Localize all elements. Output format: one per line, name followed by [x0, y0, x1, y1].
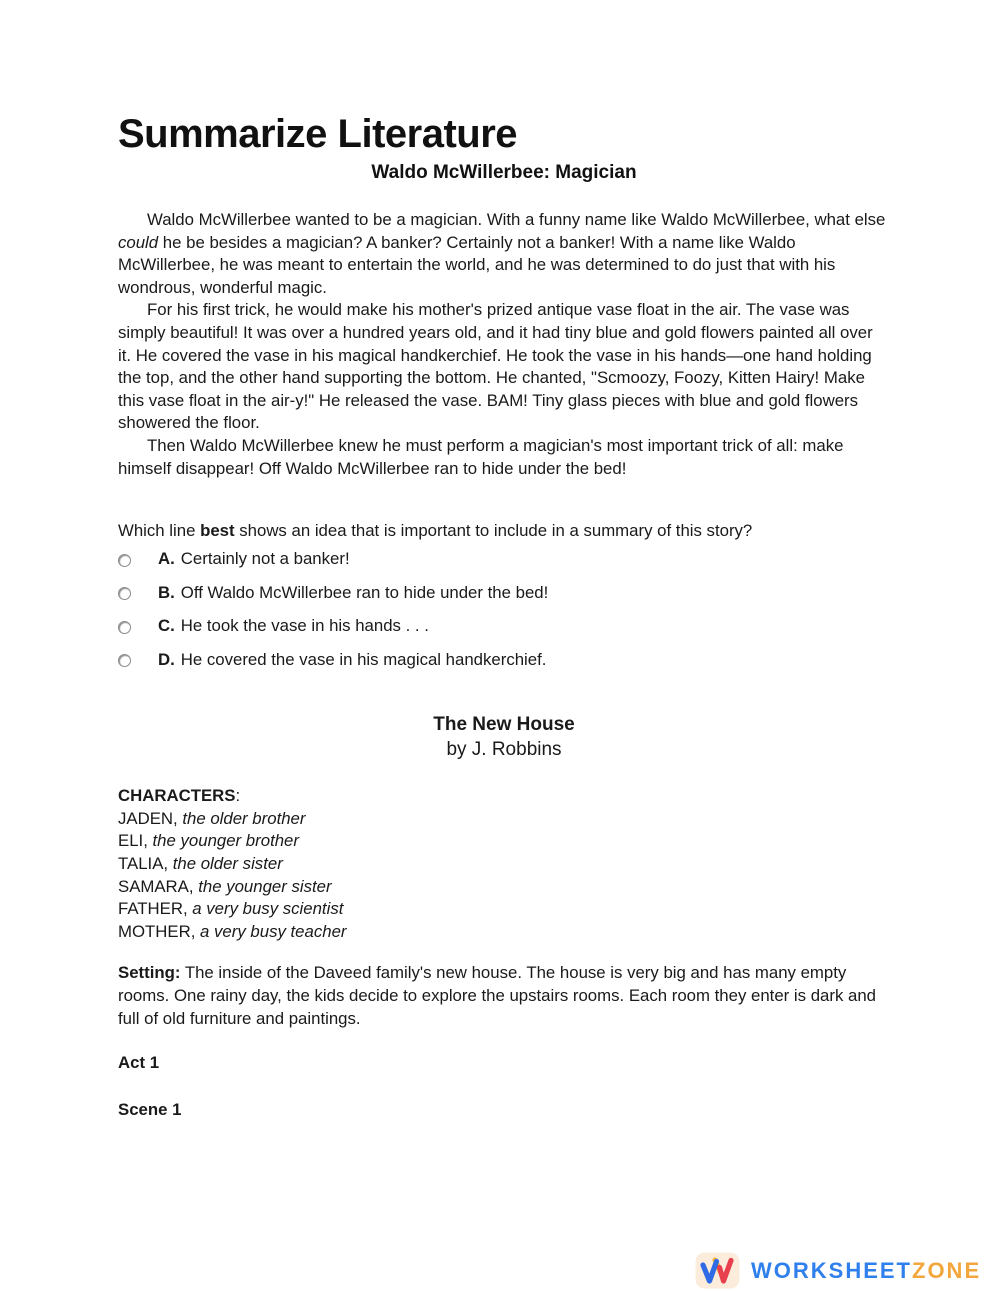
option-letter: C.	[158, 616, 175, 636]
question-bold-word: best	[200, 521, 235, 541]
character-name: TALIA,	[118, 854, 173, 874]
character-entry	[118, 921, 890, 944]
answer-option-b[interactable]	[118, 576, 890, 609]
paragraph-text: Waldo McWillerbee wanted to be a magician. With a funny name like Waldo McWillerbee, what else	[147, 210, 886, 229]
italic-word: could	[118, 232, 159, 252]
brand-name	[751, 1258, 981, 1284]
option-letter: B.	[158, 582, 175, 602]
worksheetzone-logo-icon	[695, 1252, 740, 1289]
option-text: Off Waldo McWillerbee ran to hide under the bed!	[180, 582, 549, 602]
character-name: JADEN,	[118, 808, 183, 828]
character-description: the older sister	[172, 854, 283, 874]
character-name: SAMARA,	[118, 876, 199, 896]
radio-button-d[interactable]	[118, 654, 131, 667]
character-description: the younger sister	[198, 876, 332, 896]
act-heading: Act 1	[118, 1053, 160, 1073]
story-paragraph-3: Then Waldo McWillerbee knew he must perform a magician's most important trick of all: make himself disappear! Off Waldo McWillerbee ran to hide under the bed!	[118, 435, 844, 478]
question-text	[118, 520, 890, 543]
answer-option-a[interactable]	[118, 543, 890, 576]
radio-button-b[interactable]	[118, 587, 131, 600]
characters-label: CHARACTERS	[118, 786, 236, 806]
question-prefix: Which line	[118, 521, 201, 541]
character-name: FATHER,	[118, 899, 193, 919]
character-description: the older brother	[182, 808, 306, 828]
play-title: The New House	[433, 714, 575, 736]
character-description: a very busy teacher	[200, 921, 347, 941]
answer-options	[118, 543, 890, 677]
answer-option-c[interactable]	[118, 610, 890, 643]
question-suffix: shows an idea that is important to include in a summary of this story?	[234, 521, 753, 541]
radio-button-a[interactable]	[118, 554, 131, 567]
character-name: MOTHER,	[118, 921, 201, 941]
option-letter: D.	[158, 649, 175, 669]
brand-name-primary: WORKSHEET	[751, 1257, 912, 1283]
option-text: He took the vase in his hands . . .	[180, 616, 429, 636]
character-name: ELI,	[118, 831, 153, 851]
character-entry	[118, 898, 890, 921]
setting-text: The inside of the Daveed family's new house. The house is very big and has many empty rooms. One rainy day, the kids decide to explore the upstairs rooms. Each room they enter is dark and full of old furniture and paintings.	[118, 963, 877, 1028]
character-description: a very busy scientist	[192, 899, 344, 919]
characters-list	[118, 808, 890, 944]
radio-button-c[interactable]	[118, 621, 131, 634]
character-entry	[118, 853, 890, 876]
page-title: Summarize Literature	[118, 112, 518, 156]
story-paragraph-2: For his first trick, he would make his mother's prized antique vase float in the air. The vase was simply beautiful! It was over a hundred years old, and it had tiny blue and gold flowers painted all over it. He covered the vase in his magical handkerchief. He took the vase in his hands—one hand holding the top, and the other hand supporting the bottom. He chanted, "Scmoozy, Foozy, Kitten Hairy! Make this vase float in the air-y!" He released the vase. BAM! Tiny glass pieces with blue and gold flowers showered the floor.	[118, 300, 873, 433]
worksheet-content	[118, 0, 890, 1121]
brand-name-secondary: ZONE	[912, 1257, 982, 1283]
character-description: the younger brother	[152, 831, 299, 851]
option-letter: A.	[158, 549, 175, 569]
option-text: Certainly not a banker!	[180, 549, 350, 569]
answer-option-d[interactable]	[118, 643, 890, 676]
character-entry	[118, 876, 890, 899]
paragraph-text: he be besides a magician? A banker? Certainly not a banker! With a name like Waldo McWillerbee, he was meant to entertain the world, and he was determined to do just that with his wondrous, wonderful magic.	[118, 232, 836, 297]
worksheetzone-footer	[695, 1252, 981, 1289]
character-entry	[118, 808, 890, 831]
story-title: Waldo McWillerbee: Magician	[371, 162, 637, 183]
setting-label: Setting:	[118, 963, 181, 983]
play-byline: by J. Robbins	[446, 739, 562, 761]
characters-heading	[118, 785, 890, 808]
character-entry	[118, 830, 890, 853]
story-paragraph-1	[118, 209, 890, 299]
setting-paragraph	[118, 962, 890, 1030]
characters-colon: :	[235, 786, 241, 806]
scene-heading: Scene 1	[118, 1099, 182, 1119]
option-text: He covered the vase in his magical handkerchief.	[180, 649, 547, 669]
